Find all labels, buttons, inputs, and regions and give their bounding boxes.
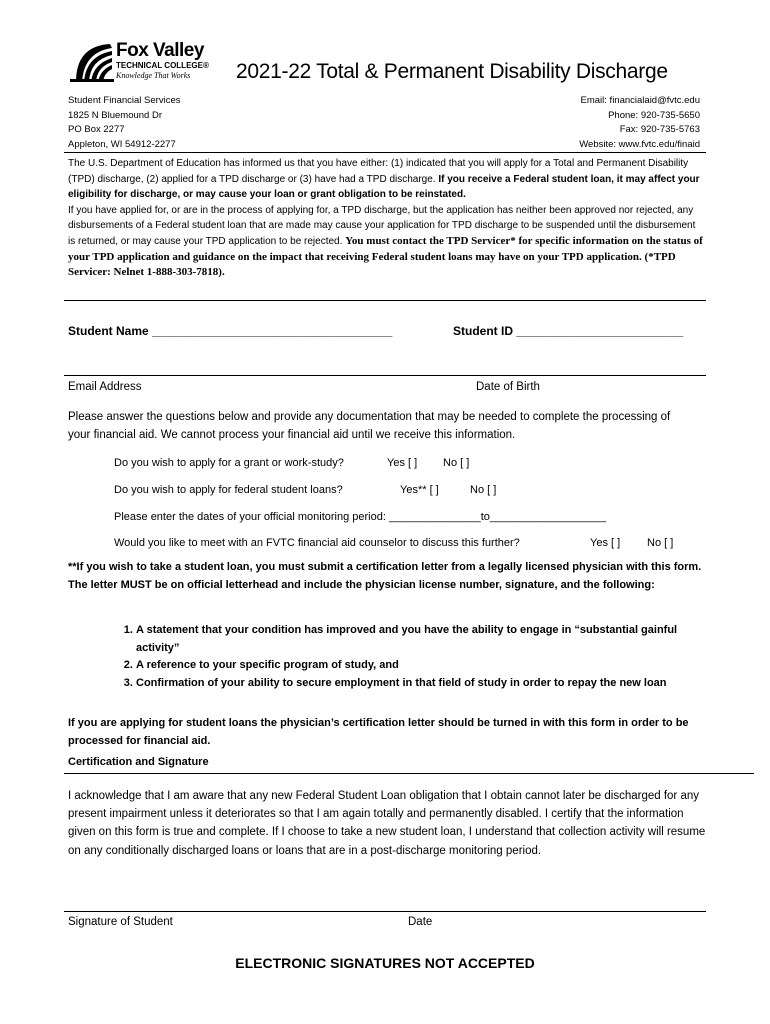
page-title: 2021-22 Total & Permanent Disability Discharge [236, 60, 668, 83]
question-federal-loans: Do you wish to apply for federal student loans? [114, 484, 343, 496]
student-name-field[interactable]: Student Name ____________________________________ [68, 324, 393, 338]
grant-no-checkbox[interactable]: No [ ] [443, 457, 470, 469]
loan-submit-note: If you are applying for student loans the physician’s certification letter should be turned in with this form in order to be processed for financial aid. [68, 717, 689, 747]
intro-text-2: If you have applied for, or are in the process of applying for, a TPD discharge, but the application has neither been approved nor rejected, any disbursements of a Federal student loan that are made may cause your application for TPD discharge to be suspended until the disbursement is returned, or may cause your TPD application to be rejected. [68, 204, 696, 247]
intro-bold-1: If you receive a Federal student loan, it may affect your eligibility for discharge, or may cause your loan or grant obligation to be reinstated. [68, 173, 700, 201]
mailing-address [68, 94, 180, 152]
intro-notice [68, 156, 703, 281]
requirement-item: 1. A statement that your condition has improved and you have the ability to engage in “substantial gainful activity” [136, 622, 708, 657]
instructions-text: Please answer the questions below and provide any documentation that may be needed to complete the processing of your financial aid. We cannot process your financial aid until we receive this information. [68, 411, 671, 441]
email-address-field[interactable]: Email Address [68, 381, 142, 393]
address-line: Student Financial Services [68, 95, 181, 106]
logo-name: Fox Valley [116, 40, 204, 61]
email-contact[interactable]: Email: financialaid@fvtc.edu [580, 95, 700, 106]
website-contact[interactable]: Website: www.fvtc.edu/finaid [579, 138, 700, 150]
loans-yes-checkbox[interactable]: Yes** [ ] [400, 484, 439, 496]
intro-divider [64, 300, 706, 301]
requirement-item: 2. A reference to your specific program of study, and [136, 657, 708, 675]
loans-no-checkbox[interactable]: No [ ] [470, 484, 497, 496]
fax-contact: Fax: 920-735-5763 [619, 124, 700, 135]
fox-valley-emblem-icon [68, 42, 114, 84]
signature-date-label: Date [408, 916, 433, 928]
tpd-servicer-notice: You must contact the TPD Servicer* for specific information on the status of your TPD application and guidance on the impact that receiving Federal student loans may have on your TPD application. (*TPD Servicer: Nelnet 1-888-303-7818). [68, 234, 703, 279]
student-signature-label: Signature of Student [68, 916, 173, 928]
counselor-yes-checkbox[interactable]: Yes [ ] [590, 537, 621, 549]
student-id-field[interactable]: Student ID _________________________ [453, 324, 684, 338]
logo-tagline: Knowledge That Works [116, 71, 191, 80]
electronic-signature-notice: ELECTRONIC SIGNATURES NOT ACCEPTED [235, 955, 535, 971]
contact-info [579, 94, 700, 152]
question-grant-workstudy: Do you wish to apply for a grant or work-study? [114, 457, 344, 469]
phone-contact: Phone: 920-735-5650 [608, 109, 700, 121]
counselor-no-checkbox[interactable]: No [ ] [647, 537, 674, 549]
cert-divider [64, 773, 754, 774]
logo-subtitle: TECHNICAL COLLEGE® [116, 61, 209, 70]
certification-text: I acknowledge that I am aware that any new Federal Student Loan obligation that I obtain cannot later be discharged for any present impairment unless it deteriorates so that I am again totally and permanently disabled. I certify that the information given on this form is true and complete. If I choose to take a new student loan, I understand that collection activity will resume on any conditionally discharged loans or loans that are in a post-discharge monitoring period. [68, 790, 706, 857]
question-counselor-meeting: Would you like to meet with an FVTC financial aid counselor to discuss this further? [114, 537, 520, 549]
intro-paragraph-1 [68, 156, 703, 203]
college-logo [68, 42, 228, 84]
grant-yes-checkbox[interactable]: Yes [ ] [387, 457, 418, 469]
physician-letter-note: **If you wish to take a student loan, you must submit a certification letter from a legally licensed physician with this form. The letter MUST be on official letterhead and include the physician license number, signature, and the following: [68, 561, 702, 591]
address-line: 1825 N Bluemound Dr [68, 109, 162, 121]
intro-text-1: The U.S. Department of Education has informed us that you have either: (1) indicated that you will apply for a Total and Permanent Disability (TPD) discharge, (2) applied for a TPD discharge or (3) have had a TPD discharge. [68, 158, 689, 185]
monitoring-period-field[interactable]: Please enter the dates of your official monitoring period: _______________to___________________ [114, 511, 607, 523]
address-line: Appleton, WI 54912-2277 [68, 138, 176, 150]
address-line: PO Box 2277 [68, 124, 125, 135]
date-of-birth-field[interactable]: Date of Birth [476, 381, 540, 393]
intro-paragraph-2 [68, 203, 703, 281]
cert-heading: Certification and Signature [68, 756, 209, 768]
header-divider [64, 152, 706, 153]
signature-line[interactable] [64, 911, 706, 912]
fields-divider [64, 375, 706, 376]
requirement-item: 3. Confirmation of your ability to secure employment in that field of study in order to repay the new loan [136, 675, 708, 693]
requirements-list [118, 622, 708, 692]
